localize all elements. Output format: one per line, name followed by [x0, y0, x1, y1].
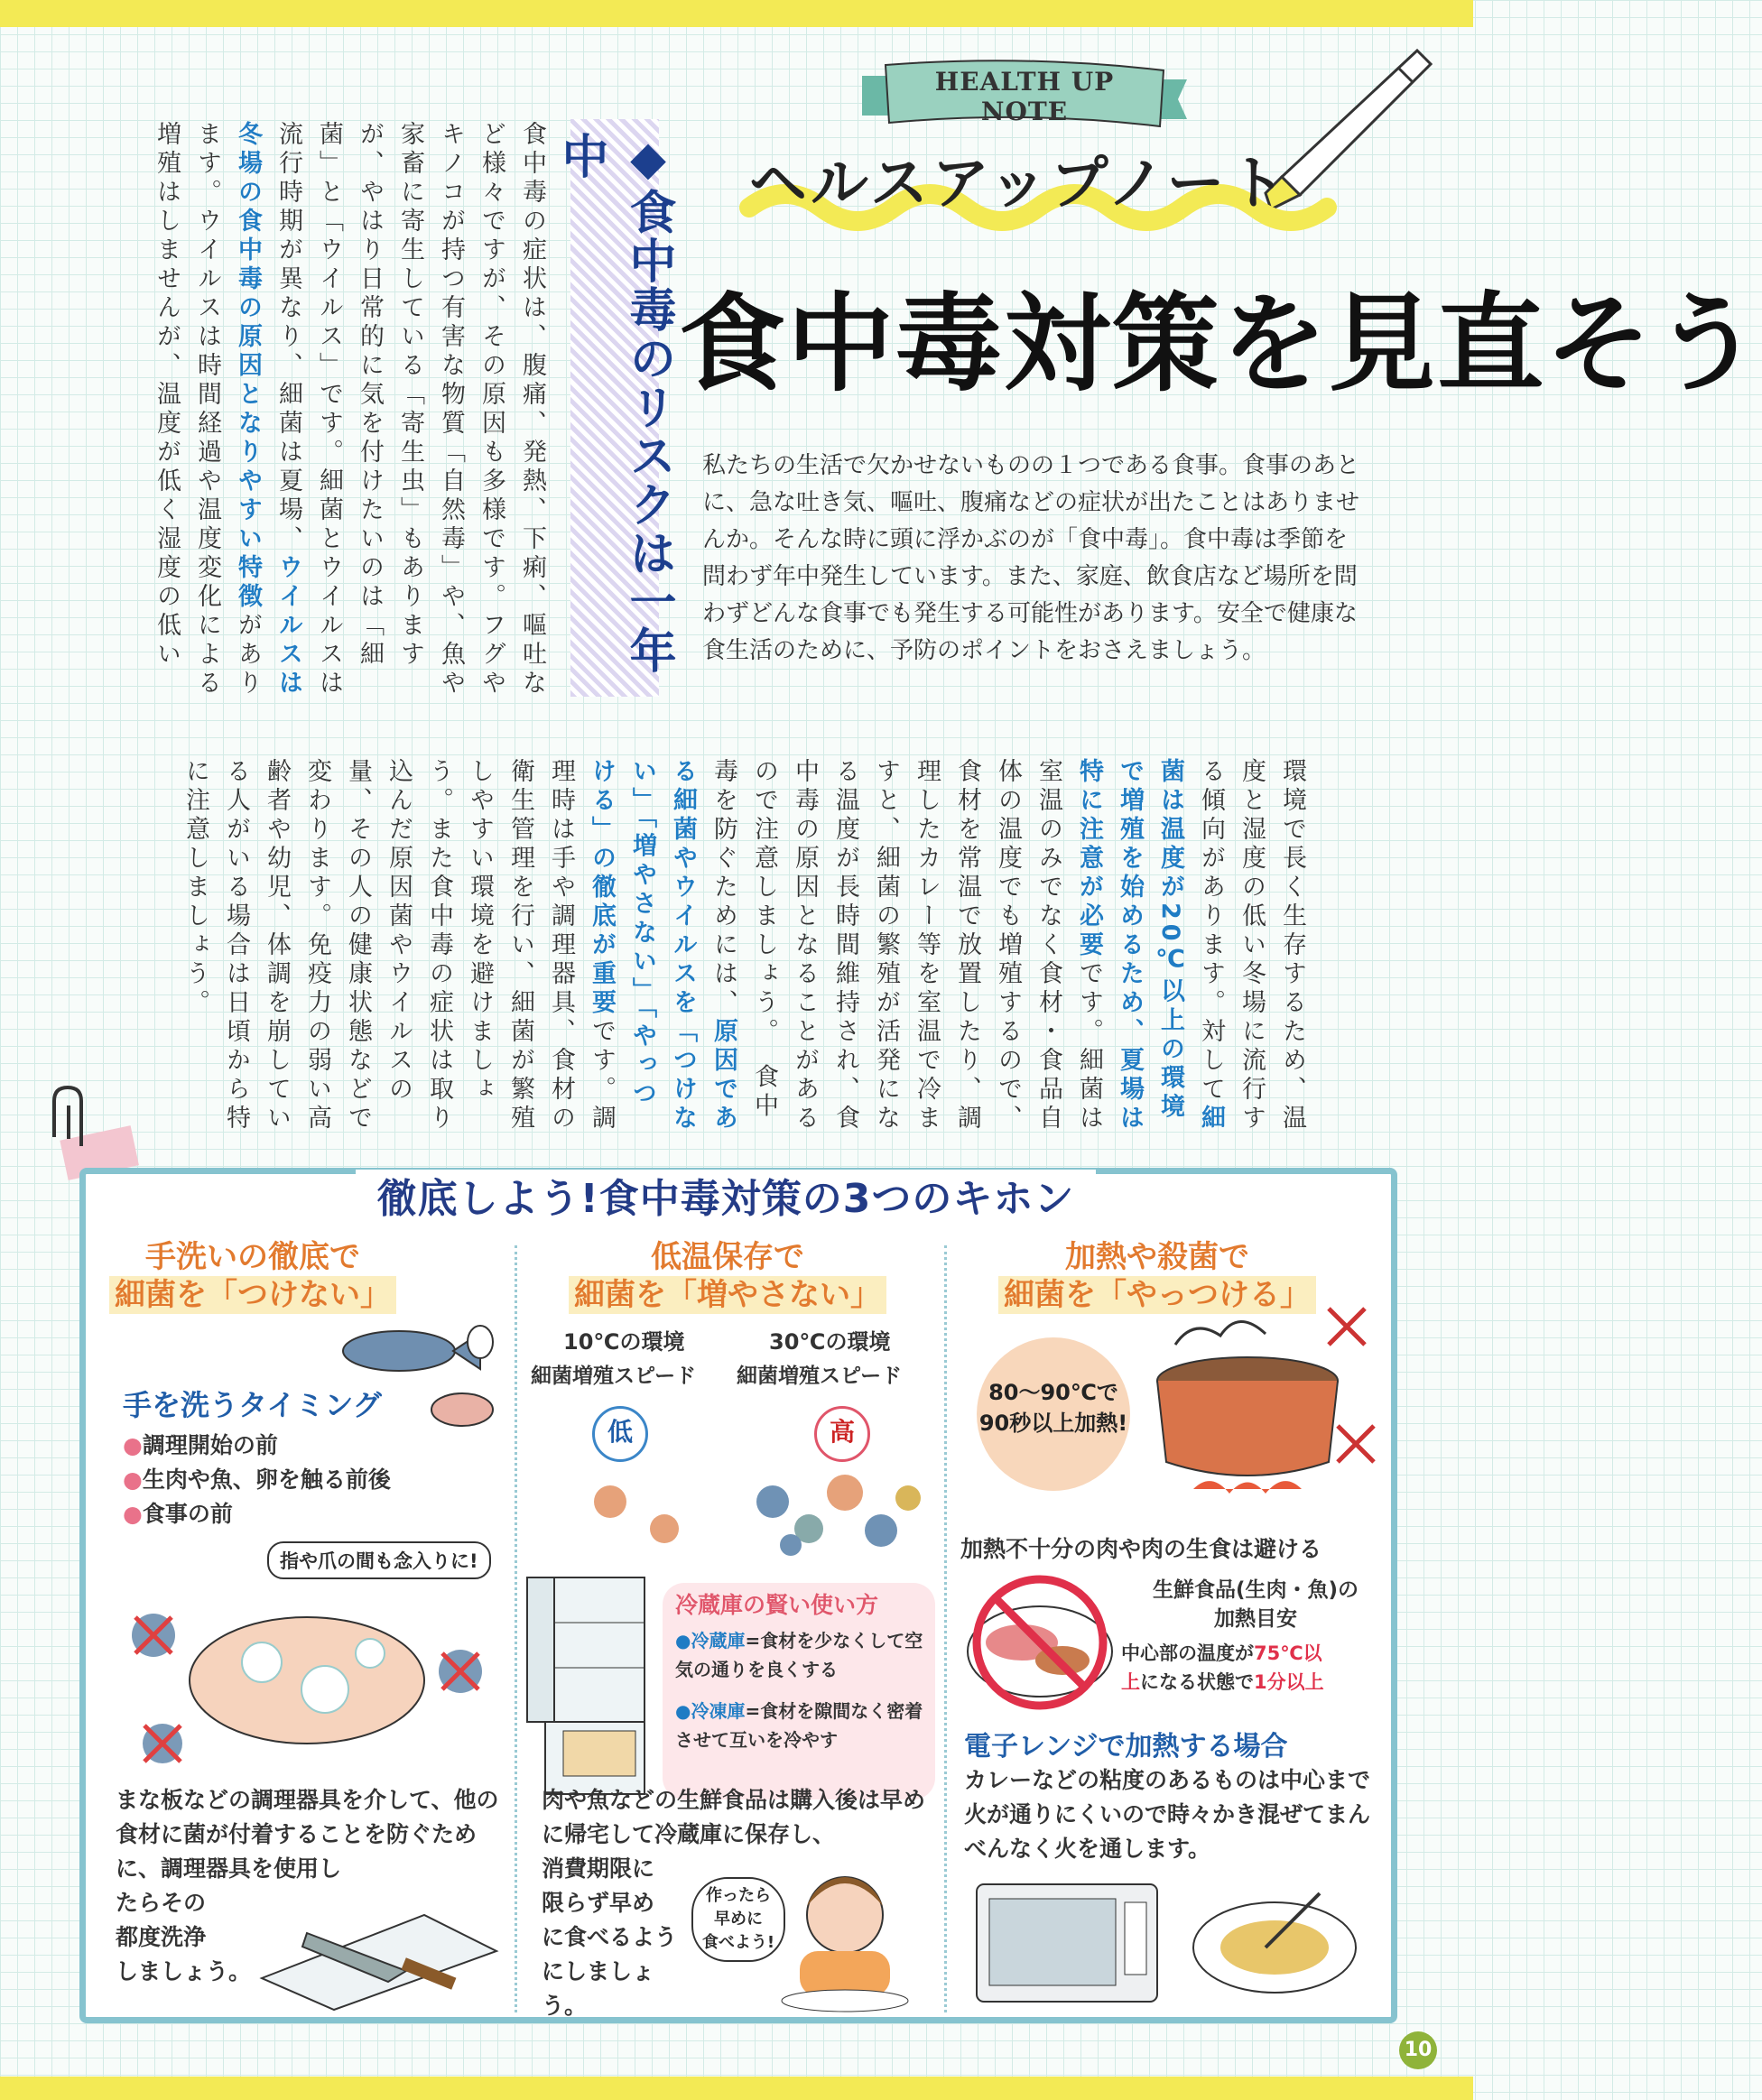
- column-divider: [515, 1245, 517, 2012]
- col1-body: まな板などの調理器具を介して、他の食材に菌が付着することを防ぐために、調理器具を使用し: [116, 1787, 499, 1882]
- callout-bubble: 指や爪の間も念入りに!: [267, 1541, 491, 1579]
- fridge-tips-heading: 冷蔵庫の賢い使い方: [675, 1592, 879, 1618]
- avoid-raw-meat-text: 加熱不十分の肉や肉の生食は避ける: [960, 1536, 1322, 1562]
- column-title: 低温保存で 細菌を「増やさない」: [556, 1238, 899, 1314]
- microwave-heading: 電子レンジで加熱する場合: [964, 1731, 1288, 1762]
- ribbon-label: HEALTH UP NOTE: [934, 67, 1115, 126]
- low-badge: 低: [592, 1406, 648, 1462]
- cooking-pot-icon: [1121, 1309, 1383, 1507]
- no-raw-meat-icon: [959, 1570, 1121, 1715]
- washing-hands-illustration: [108, 1581, 505, 1780]
- bullet-item: ●生肉や魚、卵を触る前後: [123, 1466, 391, 1493]
- col2-body-cont: 消費期限に 限らず早め に食べるよう にしましょう。: [542, 1855, 678, 2019]
- microwave-illustration: [977, 1875, 1374, 2011]
- column-yattsukeru: [950, 1229, 1392, 2016]
- col1-body-cont: たらその 都度洗浄 しましょう。: [116, 1890, 252, 1984]
- speech-bubble: 作ったら 早めに 食べよう!: [691, 1877, 785, 1962]
- column-fuyasanai: [520, 1229, 941, 2019]
- fish-icon: [327, 1310, 507, 1446]
- bottom-band: [0, 2077, 1473, 2100]
- heat-temp-badge: 80〜90℃で 90秒以上加熱!: [977, 1337, 1130, 1491]
- fresh-food-heading: 生鮮食品(生肉・魚)の 加熱目安: [1152, 1578, 1359, 1631]
- bacteria-illustration: [574, 1466, 926, 1556]
- speed-label-10: 細菌増殖スピード: [531, 1365, 697, 1388]
- top-band: [0, 0, 1473, 27]
- section-upper-text: 食中毒の症状は、腹痛、発熱、下痢、嘔吐など様々ですが、その原因も多様です。フグやキノコが持つ有害な物質「自然毒」や、魚や家畜に寄生している「寄生虫」もありますが、やはり日常的に気を付けたいのは「細菌」と「ウイルス」です。細菌とウイルスは流行時期が異なり、細菌は夏場、ウイルスは冬場の食中毒の原因となりやすい特徴があります。ウイルスは時間経過や温度変化による増殖はしませんが、温度が低く湿度の低い: [153, 121, 546, 698]
- bullet-item: ●調理開始の前: [123, 1432, 278, 1458]
- env-30-label: 30℃の環境: [769, 1329, 891, 1355]
- bullet-item: ●食事の前: [123, 1501, 233, 1527]
- col2-body: 肉や魚などの生鮮食品は購入後は早めに帰宅して冷蔵庫に保存し、: [542, 1787, 926, 1847]
- microwave-body: カレーなどの粘度のあるものは中心まで火が通りにくいので時々かき混ぜてまんべんなく火を通します。: [964, 1767, 1371, 1862]
- intro-paragraph: 私たちの生活で欠かせないものの１つである食事。食事のあとに、急な吐き気、嘔吐、腹痛などの症状が出たことはありませんか。そんな時に頭に浮かぶのが「食中毒」。食中毒は季節を問わず年中発生しています。また、家庭、飲食店など場所を問わずどんな食事でも発生する可能性があります。安全で健康な食生活のために、予防のポイントをおさえましょう。: [702, 452, 1360, 664]
- handwash-timing-heading: 手を洗うタイミング: [123, 1388, 382, 1422]
- column-title: 加熱や殺菌で 細菌を「やっつける」: [986, 1238, 1329, 1314]
- page-number: 10: [1399, 2031, 1437, 2069]
- child-eating-illustration: [773, 1852, 935, 2014]
- env-10-label: 10℃の環境: [563, 1329, 685, 1355]
- fridge-tip: ●冷蔵庫=食材を少なくして空気の通りを良くする: [675, 1630, 923, 1680]
- column-tsukenai: [90, 1229, 510, 2016]
- column-title: 手洗いの徹底で 細菌を「つけない」: [90, 1238, 415, 1314]
- cutting-board-knife-icon: [253, 1897, 505, 2014]
- refrigerator-icon: [527, 1568, 663, 1803]
- speed-label-30: 細菌増殖スピード: [737, 1365, 903, 1388]
- freezer-tip: ●冷凍庫=食材を隙間なく密着させて互いを冷やす: [675, 1700, 923, 1751]
- section-heading: ◆食中毒のリスクは一年中: [570, 119, 659, 697]
- section-lower-text: 環境で長く生存するため、温度と湿度の低い冬場に流行する傾向があります。対して細菌は温度が20℃以上の環境で増殖を始めるため、夏場は特に注意が必要です。細菌は室温のみでなく食材・食品自体の温度でも増殖するので、食材を常温で放置したり、調理したカレー等を室温で冷ますと、細菌の繁殖が活発になる温度が長時間維持され、食中毒の原因となることがあるので注意しましょう。 食中毒を防ぐためには、原因である細菌やウイルスを「つけない」「増やさない」「やっつける」の徹底が重要です。調理時は手や調理器具、食材の衛生管理を行い、細菌が繁殖しやすい環境を避けましょう。また食中毒の症状は取り込んだ原因菌やウイルスの量、その人の健康状態などで変わります。免疫力の弱い高齢者や幼児、体調を崩している人がいる場合は日頃から特に注意しましょう。: [181, 758, 1306, 1133]
- subtitle: ヘルスアップノート: [749, 151, 1290, 217]
- panel-title: 徹底しよう!食中毒対策の3つのキホン: [356, 1170, 1096, 1229]
- page-title: 食中毒対策を見直そう: [679, 282, 1762, 406]
- column-divider: [944, 1245, 947, 2012]
- fresh-food-guideline: 中心部の温度が75℃以 上になる状態で1分以上: [1121, 1642, 1324, 1693]
- high-badge: 高: [814, 1406, 870, 1462]
